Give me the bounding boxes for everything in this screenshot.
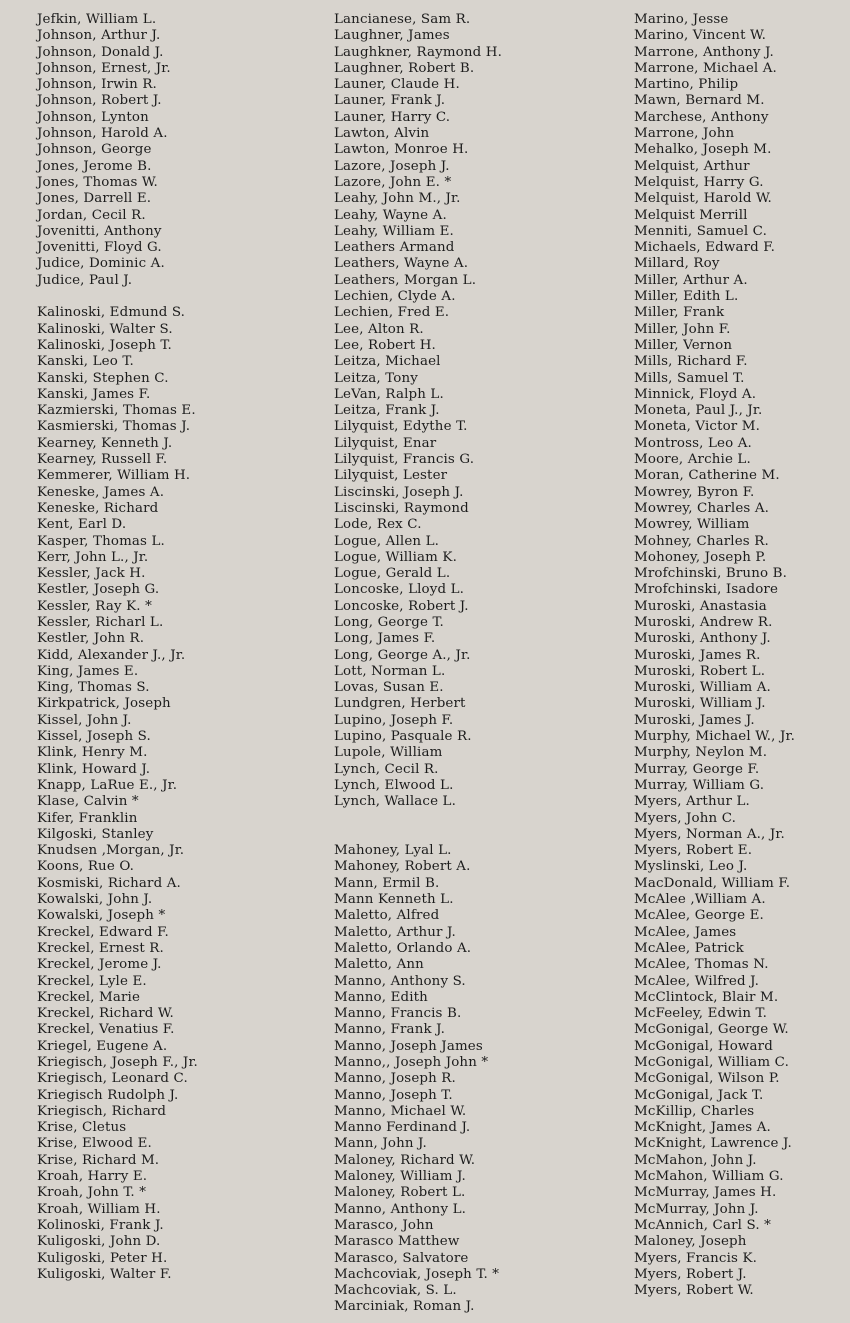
name-entry: Klink, Howard J.	[37, 761, 151, 777]
name-entry: Martino, Philip	[634, 77, 739, 93]
name-entry: Jovenitti, Floyd G.	[37, 240, 162, 256]
name-entry: Johnson, Lynton	[37, 109, 149, 125]
name-entry: Murray, George F.	[634, 761, 760, 777]
name-entry: Johnson, Harold A.	[37, 126, 168, 142]
name-entry: McAlee, James	[634, 924, 737, 940]
name-entry: Lee, Robert H.	[334, 337, 436, 353]
name-entry: Kreckel, Ernest R.	[37, 940, 164, 956]
name-entry: Lawton, Alvin	[334, 126, 430, 142]
name-entry: Lundgren, Herbert	[334, 696, 466, 712]
name-entry: Muroski, Robert L.	[634, 663, 766, 679]
name-entry: Moneta, Paul J., Jr.	[634, 403, 763, 419]
name-entry: Murphy, Neylon M.	[634, 745, 768, 761]
name-entry: Marino, Jesse	[634, 12, 729, 27]
name-entry: Marciniak, Roman J.	[334, 1299, 475, 1315]
name-column-2	[334, 12, 502, 1316]
name-entry: Knudsen ,Morgan, Jr.	[37, 843, 185, 859]
name-entry: Muroski, James J.	[634, 712, 755, 728]
name-entry: Myers, John C.	[634, 810, 737, 826]
name-entry: Kreckel, Jerome J.	[37, 957, 162, 973]
name-entry: Kirkpatrick, Joseph	[37, 696, 171, 712]
name-entry: Judice, Dominic A.	[37, 256, 165, 272]
name-entry: Mann, Ermil B.	[334, 875, 440, 891]
name-entry: McGonigal, George W.	[634, 1022, 789, 1038]
name-entry: Kriegel, Eugene A.	[37, 1038, 168, 1054]
name-entry: Murphy, Michael W., Jr.	[634, 729, 795, 745]
name-entry: Manno, Anthony S.	[334, 973, 466, 989]
name-entry: Jones, Thomas W.	[37, 174, 158, 190]
name-entry	[334, 811, 502, 827]
name-entry: Kreckel, Venatius F.	[37, 1022, 175, 1038]
name-entry: Jones, Darrell E.	[37, 191, 152, 207]
name-entry: King, James E.	[37, 663, 139, 679]
name-entry: Kessler, Richarl L.	[37, 614, 164, 630]
name-entry: Lynch, Elwood L.	[334, 777, 454, 793]
name-entry: Muroski, William J.	[634, 696, 766, 712]
name-entry: Lott, Norman L.	[334, 663, 446, 679]
name-entry: Marasco, Salvatore	[334, 1250, 469, 1266]
name-entry: Kestler, Joseph G.	[37, 582, 160, 598]
name-entry: Kearney, Russell F.	[37, 452, 168, 468]
name-entry: Liscinski, Joseph J.	[334, 484, 464, 500]
name-entry: Johnson, Robert J.	[37, 93, 162, 109]
name-entry: Loncoske, Lloyd L.	[334, 582, 465, 598]
name-entry: McMahon, John J.	[634, 1152, 757, 1168]
name-entry: Myslinski, Leo J.	[634, 859, 748, 875]
name-entry: Mills, Richard F.	[634, 354, 748, 370]
name-entry: McGonigal, Howard	[634, 1038, 773, 1054]
name-entry: McFeeley, Edwin T.	[634, 1006, 768, 1022]
name-entry: Maloney, Joseph	[634, 1234, 747, 1250]
name-entry	[334, 827, 502, 843]
name-entry: Kowalski, John J.	[37, 892, 153, 908]
name-entry: Kriegisch, Joseph F., Jr.	[37, 1055, 198, 1070]
name-entry: Manno, Edith	[334, 989, 428, 1005]
name-entry: Mann Kenneth L.	[334, 892, 454, 908]
name-entry: Melquist, Harry G.	[634, 174, 764, 190]
name-entry: Kearney, Kenneth J.	[37, 435, 173, 451]
name-entry: Maloney, William J.	[334, 1169, 466, 1185]
name-entry: Leitza, Tony	[334, 370, 418, 386]
name-column-3	[634, 12, 795, 1299]
name-entry: Launer, Harry C.	[334, 109, 451, 125]
name-entry: Manno, Joseph T.	[334, 1087, 453, 1103]
name-entry: Koons, Rue O.	[37, 859, 135, 875]
name-entry: McAlee, George E.	[634, 908, 764, 924]
name-entry: Millard, Roy	[634, 256, 720, 272]
name-entry: McAlee, Wilfred J.	[634, 973, 760, 989]
name-entry: Kolinoski, Frank J.	[37, 1217, 164, 1233]
name-entry: Kissel, John J.	[37, 712, 132, 728]
name-entry: Mrofchinski, Bruno B.	[634, 566, 787, 582]
name-entry: Manno, Joseph R.	[334, 1071, 456, 1087]
name-entry: Laughner, James	[334, 28, 450, 44]
name-entry: Maloney, Robert L.	[334, 1185, 466, 1201]
name-entry: Logue, Allen L.	[334, 533, 440, 549]
name-entry: Leahy, Wayne A.	[334, 207, 447, 223]
name-entry: Myers, Arthur L.	[634, 794, 750, 810]
name-entry: Logue, William K.	[334, 549, 457, 565]
name-entry: Myers, Robert J.	[634, 1266, 747, 1282]
name-entry: Kreckel, Marie	[37, 989, 141, 1005]
name-entry: Jones, Jerome B.	[37, 158, 152, 174]
name-entry: Kanski, Stephen C.	[37, 370, 169, 386]
name-entry: Murray, William G.	[634, 777, 765, 793]
name-entry: Mohoney, Joseph P.	[634, 549, 767, 565]
name-entry: Krise, Elwood E.	[37, 1136, 152, 1152]
name-entry: Lechien, Fred E.	[334, 305, 450, 321]
name-entry: Keneske, Richard	[37, 500, 159, 516]
name-entry: Lee, Alton R.	[334, 321, 424, 337]
name-entry: Klase, Calvin *	[37, 794, 139, 810]
name-entry: Lode, Rex C.	[334, 517, 422, 533]
name-entry: Lazore, John E. *	[334, 174, 452, 190]
name-entry: King, Thomas S.	[37, 680, 150, 696]
name-entry: Lazore, Joseph J.	[334, 158, 450, 174]
name-entry: Kroah, Harry E.	[37, 1169, 148, 1185]
name-entry: Moneta, Victor M.	[634, 419, 761, 435]
name-entry: Jordan, Cecil R.	[37, 207, 146, 223]
name-entry: Lupino, Joseph F.	[334, 712, 454, 728]
name-entry: McClintock, Blair M.	[634, 989, 779, 1005]
name-entry: Maletto, Orlando A.	[334, 940, 472, 956]
name-entry: Kuligoski, Peter H.	[37, 1250, 168, 1266]
name-entry: Kessler, Jack H.	[37, 566, 146, 582]
name-entry: Leahy, William E.	[334, 223, 454, 239]
name-entry: Kanski, James F.	[37, 386, 151, 402]
name-entry: Moran, Catherine M.	[634, 468, 780, 484]
name-entry: Kalinoski, Joseph T.	[37, 337, 172, 353]
name-entry: Marrone, Michael A.	[634, 60, 777, 76]
name-entry: Kreckel, Edward F.	[37, 924, 169, 940]
name-entry: Kalinoski, Walter S.	[37, 321, 173, 337]
name-entry: Miller, Edith L.	[634, 289, 739, 305]
name-entry: Lechien, Clyde A.	[334, 289, 456, 305]
name-entry: Marasco Matthew	[334, 1234, 460, 1250]
name-entry: Marasco, John	[334, 1217, 434, 1233]
name-entry: Kuligoski, John D.	[37, 1234, 161, 1250]
name-entry: Mowrey, Charles A.	[634, 500, 770, 516]
name-entry: Mahoney, Lyal L.	[334, 843, 452, 859]
name-entry: McMahon, William G.	[634, 1169, 784, 1185]
name-entry: Mehalko, Joseph M.	[634, 142, 772, 158]
name-entry: Kessler, Ray K. *	[37, 598, 152, 614]
name-entry: Muroski, Anastasia	[634, 598, 767, 614]
name-entry: Manno, Joseph James	[334, 1038, 483, 1054]
name-entry: McKnight, James A.	[634, 1120, 771, 1136]
name-entry: McKillip, Charles	[634, 1103, 755, 1119]
name-entry: Manno,, Joseph John *	[334, 1055, 489, 1070]
name-entry: Myers, Robert W.	[634, 1283, 754, 1299]
name-entry: Liscinski, Raymond	[334, 500, 469, 516]
name-entry: McKnight, Lawrence J.	[634, 1136, 792, 1152]
name-entry: Judice, Paul J.	[37, 272, 133, 288]
name-entry: Kilgoski, Stanley	[37, 826, 154, 842]
name-entry: Melquist Merrill	[634, 207, 748, 223]
name-entry: McMurray, James H.	[634, 1185, 777, 1201]
name-entry: Maletto, Alfred	[334, 908, 440, 924]
name-entry: Machcoviak, S. L.	[334, 1283, 457, 1299]
name-entry: Kriegisch Rudolph J.	[37, 1087, 179, 1103]
name-entry: Miller, Frank	[634, 305, 725, 321]
name-entry: Maletto, Arthur J.	[334, 924, 456, 940]
name-column-1	[37, 12, 198, 1283]
name-entry: Johnson, Irwin R.	[37, 77, 157, 93]
name-entry: Mohney, Charles R.	[634, 533, 769, 549]
name-entry: Mowrey, William	[634, 517, 750, 533]
name-entry: Laughner, Robert B.	[334, 60, 475, 76]
name-entry: Myers, Norman A., Jr.	[634, 826, 785, 842]
name-entry: Long, James F.	[334, 631, 436, 647]
name-entry: Miller, Vernon	[634, 337, 733, 353]
name-entry: Launer, Claude H.	[334, 77, 460, 93]
name-entry: McAlee ,William A.	[634, 892, 766, 908]
name-entry: Krise, Cletus	[37, 1120, 127, 1136]
name-entry: Montross, Leo A.	[634, 435, 752, 451]
name-entry: Leahy, John M., Jr.	[334, 191, 461, 207]
name-entry: Johnson, Ernest, Jr.	[37, 60, 171, 76]
name-entry: McAnnich, Carl S. *	[634, 1217, 771, 1233]
name-entry: Melquist, Arthur	[634, 158, 750, 174]
name-entry: Muroski, Anthony J.	[634, 631, 771, 647]
name-entry: Lupole, William	[334, 745, 443, 761]
name-entry: Jefkin, William L.	[37, 12, 157, 27]
name-entry: McGonigal, William C.	[634, 1055, 789, 1070]
name-entry	[37, 289, 198, 305]
name-entry: Lilyquist, Edythe T.	[334, 419, 468, 435]
name-entry: Keneske, James A.	[37, 484, 165, 500]
name-entry: Johnson, Arthur J.	[37, 28, 161, 44]
name-entry: Melquist, Harold W.	[634, 191, 772, 207]
name-entry: Kuligoski, Walter F.	[37, 1266, 172, 1282]
name-entry: Mills, Samuel T.	[634, 370, 745, 386]
name-entry: Kidd, Alexander J., Jr.	[37, 647, 186, 663]
name-entry: Kriegisch, Richard	[37, 1103, 167, 1119]
name-entry: Johnson, George	[37, 142, 152, 158]
name-entry: Moore, Archie L.	[634, 452, 751, 468]
name-entry: Kalinoski, Edmund S.	[37, 305, 186, 321]
name-entry: Mawn, Bernard M.	[634, 93, 765, 109]
name-entry: Mahoney, Robert A.	[334, 859, 471, 875]
name-entry: Michaels, Edward F.	[634, 240, 776, 256]
name-entry: McGonigal, Wilson P.	[634, 1071, 780, 1087]
name-entry: Knapp, LaRue E., Jr.	[37, 777, 178, 793]
name-entry: Myers, Francis K.	[634, 1250, 758, 1266]
name-entry: Muroski, Andrew R.	[634, 614, 773, 630]
name-entry: Muroski, James R.	[634, 647, 761, 663]
name-entry: Kifer, Franklin	[37, 810, 138, 826]
name-entry: Manno, Michael W.	[334, 1103, 467, 1119]
name-entry: Launer, Frank J.	[334, 93, 446, 109]
name-entry: Miller, Arthur A.	[634, 272, 748, 288]
name-entry: Lynch, Cecil R.	[334, 761, 439, 777]
name-entry: Marrone, Anthony J.	[634, 44, 774, 60]
name-entry: Minnick, Floyd A.	[634, 386, 757, 402]
name-entry: Manno Ferdinand J.	[334, 1120, 471, 1136]
name-entry: Maletto, Ann	[334, 957, 424, 973]
name-entry: Kriegisch, Leonard C.	[37, 1071, 188, 1087]
name-entry: Kazmierski, Thomas E.	[37, 403, 196, 419]
name-entry: Krise, Richard M.	[37, 1152, 160, 1168]
name-entry: Laughkner, Raymond H.	[334, 44, 503, 60]
name-entry: Kroah, John T. *	[37, 1185, 147, 1201]
name-entry: Marino, Vincent W.	[634, 28, 766, 44]
name-entry: Johnson, Donald J.	[37, 44, 164, 60]
name-entry: Kemmerer, William H.	[37, 468, 191, 484]
name-entry: Lilyquist, Francis G.	[334, 452, 475, 468]
name-entry: Kerr, John L., Jr.	[37, 549, 149, 565]
name-entry: Kreckel, Lyle E.	[37, 973, 147, 989]
name-entry: Long, George A., Jr.	[334, 647, 471, 663]
name-entry: Jovenitti, Anthony	[37, 223, 162, 239]
name-entry: McAlee, Patrick	[634, 940, 744, 956]
name-entry: Kasper, Thomas L.	[37, 533, 165, 549]
name-entry: Long, George T.	[334, 614, 444, 630]
name-entry: Maloney, Richard W.	[334, 1152, 476, 1168]
name-entry: Muroski, William A.	[634, 680, 771, 696]
name-entry: Kroah, William H.	[37, 1201, 161, 1217]
name-entry: Kreckel, Richard W.	[37, 1006, 174, 1022]
name-entry: Leitza, Frank J.	[334, 403, 440, 419]
name-entry: Lilyquist, Lester	[334, 468, 448, 484]
name-entry: Leathers, Wayne A.	[334, 256, 469, 272]
name-entry: Klink, Henry M.	[37, 745, 148, 761]
name-entry: MacDonald, William F.	[634, 875, 791, 891]
name-entry: McGonigal, Jack T.	[634, 1087, 764, 1103]
name-entry: Loncoske, Robert J.	[334, 598, 469, 614]
name-entry: Mrofchinski, Isadore	[634, 582, 779, 598]
name-entry: Lupino, Pasquale R.	[334, 729, 472, 745]
name-entry: Kasmierski, Thomas J.	[37, 419, 191, 435]
name-entry: Manno, Frank J.	[334, 1022, 446, 1038]
name-entry: Mann, John J.	[334, 1136, 427, 1152]
name-entry: Marchese, Anthony	[634, 109, 769, 125]
name-entry: Machcoviak, Joseph T. *	[334, 1266, 500, 1282]
name-entry: Menniti, Samuel C.	[634, 223, 768, 239]
name-entry: McAlee, Thomas N.	[634, 957, 769, 973]
name-entry: Lancianese, Sam R.	[334, 12, 471, 27]
name-entry: Marrone, John	[634, 126, 735, 142]
name-entry: Lawton, Monroe H.	[334, 142, 469, 158]
name-entry: Manno, Anthony L.	[334, 1201, 467, 1217]
name-entry: Myers, Robert E.	[634, 843, 753, 859]
name-entry: LeVan, Ralph L.	[334, 386, 444, 402]
name-entry: Kent, Earl D.	[37, 517, 127, 533]
name-entry: McMurray, John J.	[634, 1201, 759, 1217]
name-entry: Lilyquist, Enar	[334, 435, 437, 451]
name-entry: Manno, Francis B.	[334, 1006, 462, 1022]
name-entry: Logue, Gerald L.	[334, 566, 451, 582]
name-entry: Leitza, Michael	[334, 354, 441, 370]
name-entry: Lynch, Wallace L.	[334, 794, 456, 810]
name-entry: Kanski, Leo T.	[37, 354, 134, 370]
name-entry: Kestler, John R.	[37, 631, 145, 647]
name-entry: Mowrey, Byron F.	[634, 484, 755, 500]
name-entry: Kosmiski, Richard A.	[37, 875, 181, 891]
name-entry: Leathers Armand	[334, 240, 455, 256]
name-entry: Lovas, Susan E.	[334, 680, 444, 696]
name-entry: Kowalski, Joseph *	[37, 908, 166, 924]
name-entry: Leathers, Morgan L.	[334, 272, 477, 288]
name-entry: Miller, John F.	[634, 321, 731, 337]
name-entry: Kissel, Joseph S.	[37, 729, 151, 745]
